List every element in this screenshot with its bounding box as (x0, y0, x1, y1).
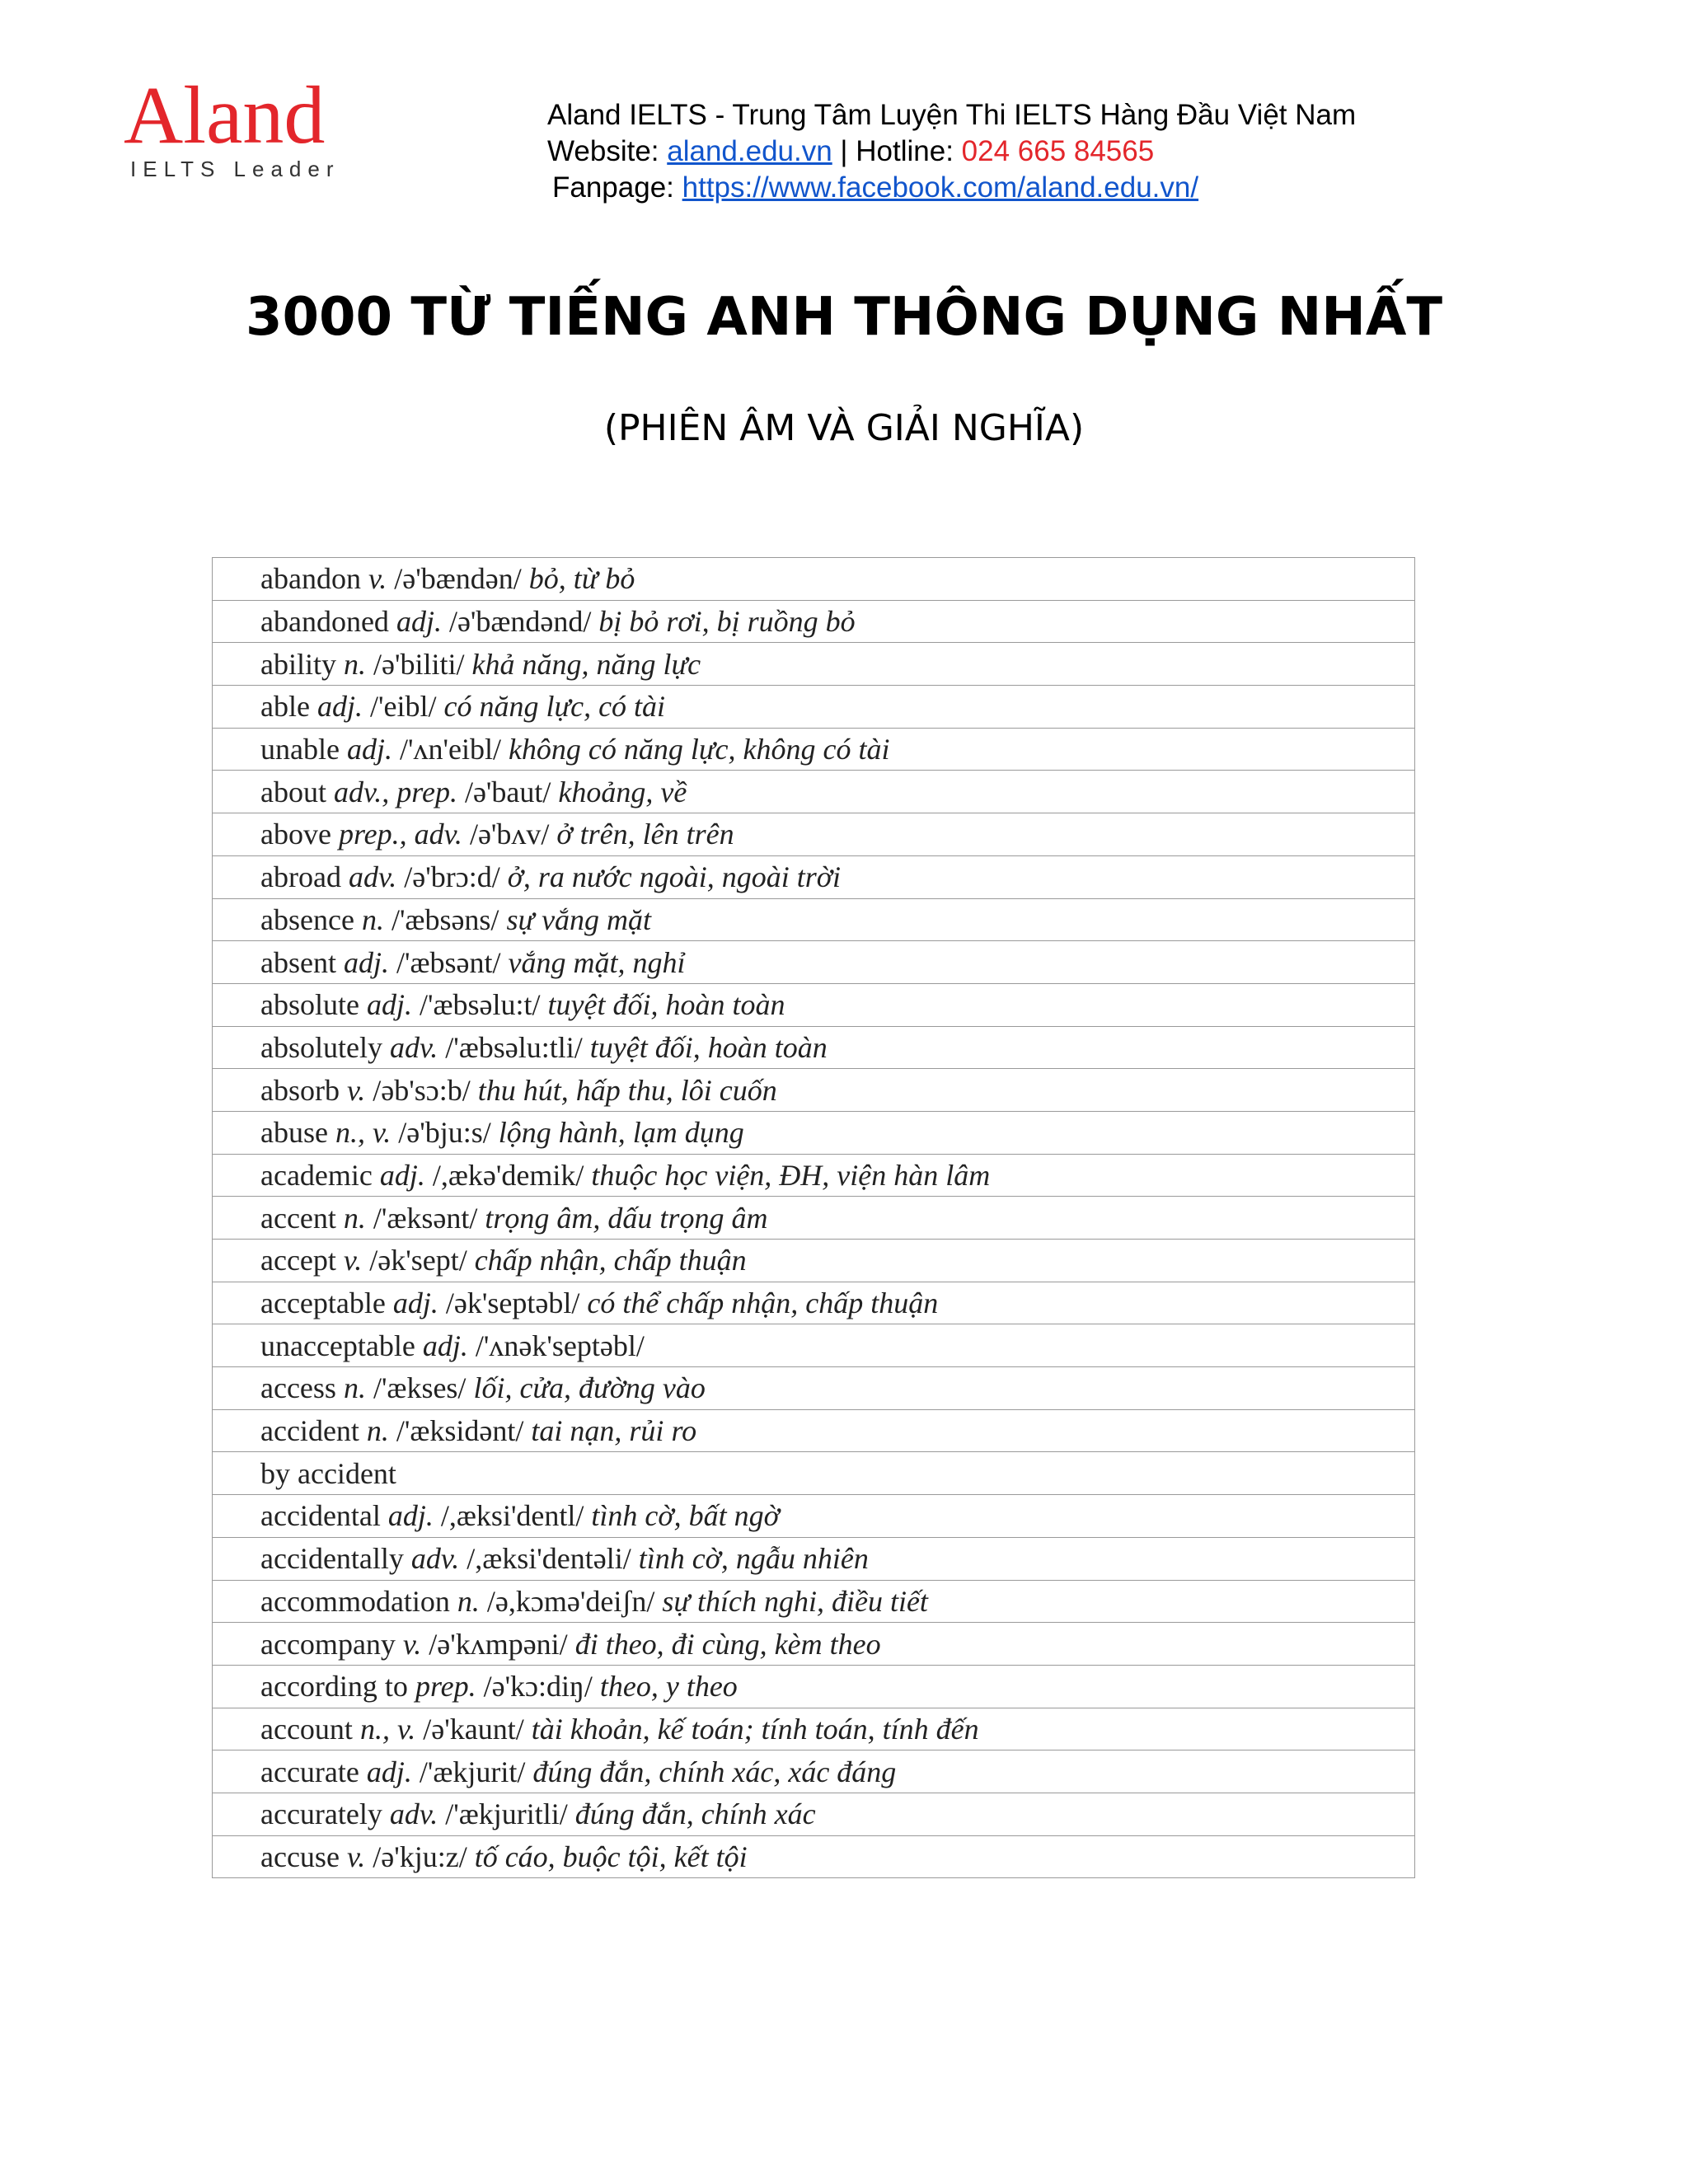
vocab-ipa: /'æbsənt/ (396, 945, 501, 979)
vocab-ipa: /'æbsəlu:tli/ (445, 1030, 583, 1064)
vocab-cell (213, 1069, 1415, 1112)
vocabulary-table (212, 557, 1415, 1878)
vocab-meaning: tai nạn, rủi ro (531, 1414, 697, 1448)
vocab-ipa: /'æbsəlu:t/ (420, 988, 541, 1022)
vocabulary-table-body (213, 558, 1415, 1878)
vocab-word: absolutely (260, 1030, 382, 1064)
vocab-pos: prep. (415, 1670, 476, 1704)
table-row (213, 941, 1415, 984)
vocab-cell (213, 813, 1415, 856)
vocab-word: accidentally (260, 1542, 404, 1576)
vocab-cell (213, 941, 1415, 984)
vocab-cell (213, 1623, 1415, 1666)
table-row (213, 1154, 1415, 1197)
vocab-meaning: khả năng, năng lực (471, 647, 701, 681)
vocab-pos: adv., prep. (333, 775, 457, 808)
vocab-ipa: /ək'sept/ (369, 1244, 467, 1277)
vocab-word: absolute (260, 988, 359, 1022)
website-label: Website: (547, 135, 668, 167)
vocab-meaning: thu hút, hấp thu, lôi cuốn (477, 1073, 777, 1107)
table-row (213, 643, 1415, 686)
vocab-meaning: tình cờ, bất ngờ (591, 1499, 780, 1533)
vocab-pos: v. (346, 1840, 366, 1873)
table-row (213, 1240, 1415, 1282)
vocab-word: above (260, 818, 331, 851)
vocab-ipa: /ə'kɔ:diŋ/ (483, 1670, 593, 1704)
vocab-meaning: đúng đắn, chính xác (574, 1797, 816, 1831)
vocab-meaning: không có năng lực, không có tài (508, 733, 890, 766)
vocab-pos: adj. (343, 945, 389, 979)
vocab-pos: v. (368, 562, 387, 596)
vocab-cell (213, 1111, 1415, 1154)
vocab-pos: n., v. (359, 1712, 416, 1746)
vocab-word: absence (260, 902, 354, 936)
vocab-word: absent (260, 945, 336, 979)
table-row (213, 1111, 1415, 1154)
vocab-ipa: /'ʌn'eibl/ (399, 733, 501, 766)
table-row (213, 1409, 1415, 1452)
vocab-ipa: /,ækə'demik/ (432, 1158, 584, 1192)
vocab-meaning: ở, ra nước ngoài, ngoài trời (507, 860, 841, 894)
vocab-meaning: bỏ, từ bỏ (528, 562, 635, 596)
vocab-cell (213, 1324, 1415, 1367)
table-row (213, 686, 1415, 729)
vocab-word: accuse (260, 1840, 340, 1873)
vocab-ipa: /'æbsəns/ (391, 902, 499, 936)
vocab-cell (213, 1452, 1415, 1495)
table-row (213, 771, 1415, 813)
vocab-word: absorb (260, 1073, 340, 1107)
vocab-word: access (260, 1371, 336, 1405)
vocab-pos: n. (343, 1371, 366, 1405)
hotline-label: | Hotline: (832, 135, 962, 167)
vocab-meaning: tài khoản, kế toán; tính toán, tính đến (531, 1712, 979, 1746)
fanpage-line (552, 170, 1356, 206)
vocab-word: unacceptable (260, 1329, 415, 1362)
table-row (213, 1835, 1415, 1878)
vocab-meaning: thuộc học viện, ĐH, viện hàn lâm (591, 1158, 991, 1192)
vocab-meaning: sự thích nghi, điều tiết (662, 1584, 928, 1618)
table-row (213, 728, 1415, 771)
vocab-cell (213, 1580, 1415, 1623)
vocab-word: about (260, 775, 326, 808)
vocab-cell (213, 1409, 1415, 1452)
vocab-meaning: trọng âm, dấu trọng âm (485, 1201, 768, 1235)
vocab-meaning: bị bỏ rơi, bị ruồng bỏ (598, 605, 856, 639)
table-row (213, 1580, 1415, 1623)
vocab-word: unable (260, 733, 340, 766)
vocab-cell (213, 771, 1415, 813)
vocab-ipa: /ə'bʌv/ (469, 818, 550, 851)
vocab-ipa: /'ʌnək'septəbl/ (475, 1329, 645, 1362)
table-row (213, 1069, 1415, 1112)
vocab-cell (213, 983, 1415, 1026)
table-row (213, 1324, 1415, 1367)
vocab-ipa: /'ækjurit/ (419, 1755, 526, 1788)
vocab-word: accompany (260, 1627, 396, 1661)
vocab-pos: adj. (346, 733, 392, 766)
vocab-word: acceptable (260, 1286, 386, 1320)
vocab-ipa: /ə'baut/ (464, 775, 551, 808)
vocab-meaning: vắng mặt, nghỉ (508, 945, 686, 979)
vocab-meaning: lối, cửa, đường vào (473, 1371, 706, 1405)
vocab-ipa: /ə'bændənd/ (448, 605, 592, 639)
vocab-ipa: /,æksi'dentəli/ (467, 1542, 631, 1576)
vocab-cell (213, 855, 1415, 898)
vocab-pos: n. (361, 902, 384, 936)
table-row (213, 1282, 1415, 1324)
vocab-ipa: /əb'sɔ:b/ (373, 1073, 471, 1107)
vocab-pos: adj. (387, 1499, 434, 1533)
vocab-pos: n. (366, 1414, 389, 1448)
table-row (213, 558, 1415, 601)
vocab-word: by accident (260, 1456, 396, 1490)
vocab-cell (213, 1367, 1415, 1410)
vocab-pos: adj. (366, 1755, 412, 1788)
vocab-meaning: có năng lực, có tài (443, 690, 666, 724)
vocab-word: accommodation (260, 1584, 450, 1618)
vocab-cell (213, 643, 1415, 686)
vocab-ipa: /'æksənt/ (373, 1201, 478, 1235)
vocab-word: academic (260, 1158, 373, 1192)
vocab-word: ability (260, 647, 336, 681)
website-line (547, 134, 1356, 170)
vocab-pos: n. (457, 1584, 480, 1618)
table-row (213, 1452, 1415, 1495)
table-row (213, 1495, 1415, 1538)
vocab-pos: adv. (389, 1797, 438, 1831)
vocab-cell (213, 686, 1415, 729)
page-title: 3000 TỪ TIẾNG ANH THÔNG DỤNG NHẤT (245, 287, 1443, 348)
table-row (213, 1197, 1415, 1240)
table-row (213, 1750, 1415, 1793)
vocab-meaning: ở trên, lên trên (556, 818, 734, 851)
vocab-pos: adj. (392, 1286, 438, 1320)
table-row (213, 855, 1415, 898)
hotline-number: 024 665 84565 (961, 135, 1155, 167)
vocab-word: abuse (260, 1116, 328, 1150)
vocab-ipa: /ə'kʌmpəni/ (429, 1627, 568, 1661)
vocab-word: accurately (260, 1797, 382, 1831)
vocab-cell (213, 1665, 1415, 1708)
vocab-meaning: tình cờ, ngẫu nhiên (638, 1542, 869, 1576)
vocab-pos: adj. (366, 988, 412, 1022)
aland-logo (124, 69, 346, 181)
vocab-ipa: /'ækjuritli/ (445, 1797, 568, 1831)
contact-header (547, 97, 1356, 206)
vocab-ipa: /ək'septəbl/ (445, 1286, 580, 1320)
vocab-cell (213, 1835, 1415, 1878)
vocab-cell (213, 1750, 1415, 1793)
vocab-ipa: /ə'bændən/ (394, 562, 522, 596)
vocab-meaning: đúng đắn, chính xác, xác đáng (532, 1755, 897, 1788)
vocab-cell (213, 1240, 1415, 1282)
fanpage-label: Fanpage: (552, 171, 682, 204)
website-link[interactable]: aland.edu.vn (667, 135, 832, 167)
vocab-word: accidental (260, 1499, 381, 1533)
vocab-meaning: sự vắng mặt (506, 902, 652, 936)
vocab-ipa: /ə'bju:s/ (398, 1116, 491, 1150)
vocab-ipa: /'eibl/ (369, 690, 437, 724)
table-row (213, 983, 1415, 1026)
logo-mark: Aland (124, 69, 326, 161)
vocab-meaning: tuyệt đối, hoàn toàn (589, 1030, 828, 1064)
vocab-meaning: theo, y theo (599, 1670, 738, 1704)
page-subtitle: (PHIÊN ÂM VÀ GIẢI NGHĨA) (603, 407, 1085, 449)
vocab-cell (213, 1537, 1415, 1580)
table-row (213, 1367, 1415, 1410)
vocab-pos: adv. (389, 1030, 438, 1064)
vocab-ipa: /'æksidənt/ (396, 1414, 524, 1448)
vocab-ipa: /ə'brɔ:d/ (404, 860, 500, 894)
vocab-cell (213, 898, 1415, 941)
vocab-pos: prep., adv. (338, 818, 462, 851)
vocab-ipa: /ə'kju:z/ (373, 1840, 467, 1873)
vocab-pos: v. (402, 1627, 422, 1661)
table-row (213, 898, 1415, 941)
table-row (213, 1623, 1415, 1666)
vocab-cell (213, 1495, 1415, 1538)
vocab-word: able (260, 690, 310, 724)
table-row (213, 1665, 1415, 1708)
vocab-word: abandoned (260, 605, 389, 639)
vocab-pos: n. (343, 1201, 366, 1235)
vocab-meaning: tố cáo, buộc tội, kết tội (474, 1840, 748, 1873)
vocab-cell (213, 1282, 1415, 1324)
vocab-word: account (260, 1712, 353, 1746)
vocab-ipa: /,æksi'dentl/ (440, 1499, 584, 1533)
fanpage-link[interactable]: https://www.facebook.com/aland.edu.vn/ (682, 171, 1199, 204)
vocab-cell (213, 1026, 1415, 1069)
vocab-pos: adv. (348, 860, 397, 894)
logo-tagline: IELTS Leader (130, 157, 340, 181)
vocab-pos: adj. (422, 1329, 468, 1362)
vocab-pos: v. (343, 1244, 363, 1277)
vocab-cell (213, 1708, 1415, 1750)
vocab-meaning: tuyệt đối, hoàn toàn (547, 988, 785, 1022)
vocab-word: according to (260, 1670, 408, 1704)
table-row (213, 1537, 1415, 1580)
vocab-pos: v. (346, 1073, 366, 1107)
vocab-word: accident (260, 1414, 359, 1448)
vocab-cell (213, 600, 1415, 643)
table-row (213, 1793, 1415, 1835)
table-row (213, 1026, 1415, 1069)
vocab-pos: n., v. (335, 1116, 392, 1150)
vocab-pos: adv. (410, 1542, 460, 1576)
vocab-pos: adj. (316, 690, 363, 724)
vocab-ipa: /ə'kaunt/ (423, 1712, 524, 1746)
vocab-meaning: đi theo, đi cùng, kèm theo (574, 1627, 881, 1661)
vocab-meaning: chấp nhận, chấp thuận (474, 1244, 747, 1277)
table-row (213, 1708, 1415, 1750)
vocab-word: accent (260, 1201, 336, 1235)
vocab-meaning: có thể chấp nhận, chấp thuận (587, 1286, 939, 1320)
vocab-cell (213, 1793, 1415, 1835)
vocab-pos: adj. (396, 605, 442, 639)
vocab-cell (213, 1197, 1415, 1240)
vocab-word: accept (260, 1244, 336, 1277)
table-row (213, 813, 1415, 856)
vocab-ipa: /'ækses/ (373, 1371, 467, 1405)
vocab-ipa: /ə,kɔmə'deiʃn/ (486, 1584, 655, 1618)
vocab-cell (213, 728, 1415, 771)
table-row (213, 600, 1415, 643)
vocab-meaning: khoảng, về (558, 775, 687, 808)
vocab-word: abroad (260, 860, 341, 894)
vocab-cell (213, 558, 1415, 601)
vocab-ipa: /ə'biliti/ (373, 647, 465, 681)
vocab-pos: adj. (379, 1158, 425, 1192)
vocab-pos: n. (344, 647, 366, 681)
vocab-word: accurate (260, 1755, 359, 1788)
vocab-word: abandon (260, 562, 361, 596)
vocab-meaning: lộng hành, lạm dụng (498, 1116, 744, 1150)
org-line: Aland IELTS - Trung Tâm Luyện Thi IELTS Hàng Đầu Việt Nam (547, 99, 1357, 131)
vocab-cell (213, 1154, 1415, 1197)
